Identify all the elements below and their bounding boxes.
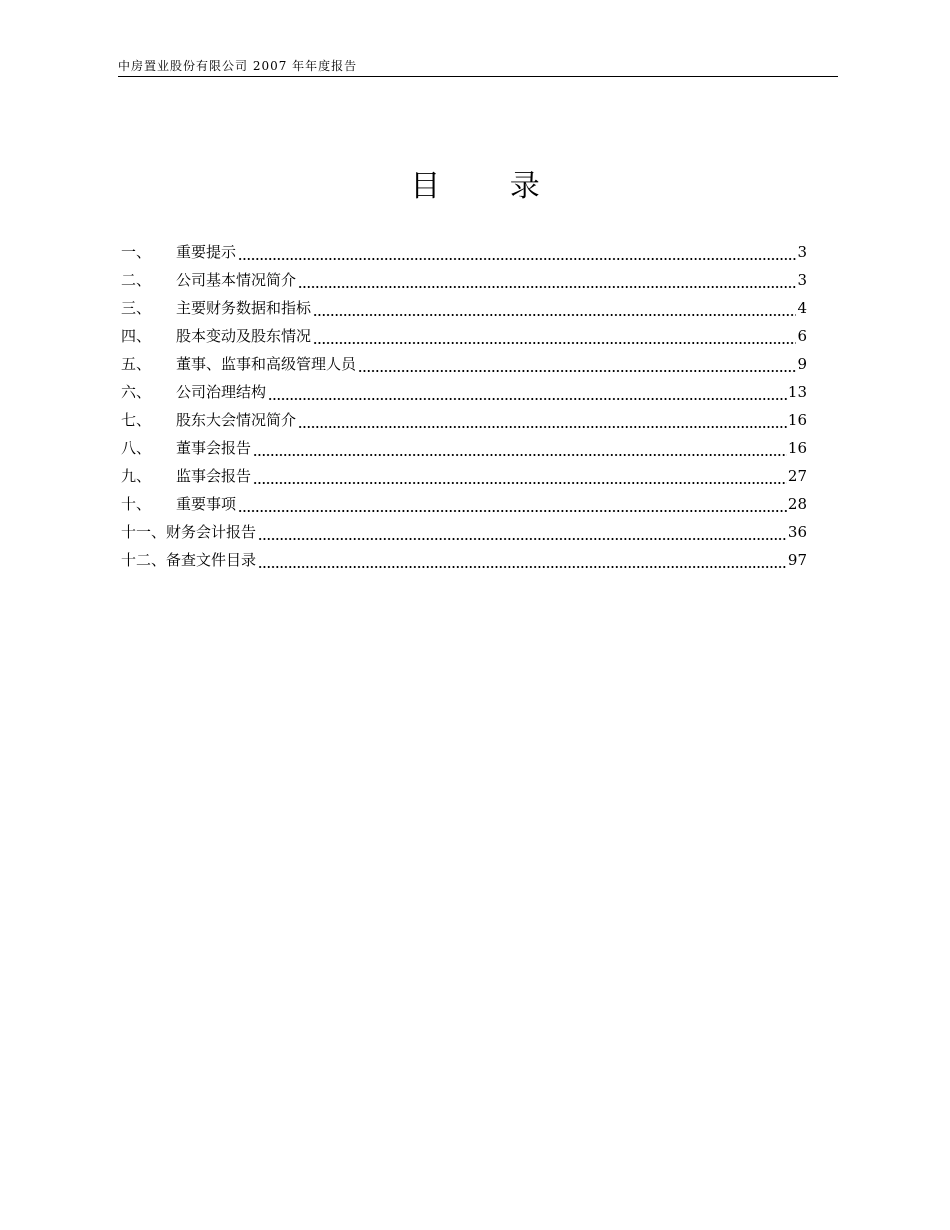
table-of-contents	[121, 238, 807, 574]
toc-dot-leader	[298, 286, 796, 288]
toc-entry-number: 四、	[121, 327, 152, 345]
toc-entry-page: 28	[787, 495, 807, 513]
toc-entry-label: 备查文件目录	[166, 551, 257, 569]
toc-entry-number: 八、	[121, 439, 152, 457]
toc-entry[interactable]	[121, 518, 807, 546]
toc-entry[interactable]	[121, 462, 807, 490]
toc-entry[interactable]	[121, 322, 807, 350]
toc-entry-number: 十一、	[121, 523, 167, 541]
toc-entry-page: 3	[797, 243, 807, 261]
toc-entry-label: 股东大会情况简介	[176, 411, 297, 429]
toc-dot-leader	[298, 426, 787, 428]
toc-entry[interactable]	[121, 378, 807, 406]
toc-entry[interactable]	[121, 238, 807, 266]
toc-dot-leader	[313, 342, 796, 344]
toc-dot-leader	[358, 370, 796, 372]
toc-entry-label: 董事、监事和高级管理人员	[176, 355, 357, 373]
toc-entry-label: 董事会报告	[176, 439, 252, 457]
toc-entry-page: 36	[787, 523, 807, 541]
toc-entry[interactable]	[121, 266, 807, 294]
toc-entry-number: 九、	[121, 467, 152, 485]
running-header-text: 中房置业股份有限公司 2007 年年度报告	[118, 59, 358, 73]
toc-entry-page: 4	[797, 299, 807, 317]
toc-entry[interactable]	[121, 546, 807, 574]
toc-entry-number: 六、	[121, 383, 152, 401]
toc-entry[interactable]	[121, 294, 807, 322]
toc-entry[interactable]	[121, 490, 807, 518]
toc-entry[interactable]	[121, 406, 807, 434]
toc-dot-leader	[238, 510, 787, 512]
toc-entry-number: 一、	[121, 243, 152, 261]
toc-entry-number: 十、	[121, 495, 152, 513]
toc-dot-leader	[258, 538, 787, 540]
toc-dot-leader	[238, 258, 796, 260]
toc-entry-page: 16	[787, 439, 807, 457]
toc-entry-page: 27	[787, 467, 807, 485]
toc-entry[interactable]	[121, 434, 807, 462]
toc-dot-leader	[253, 454, 787, 456]
toc-entry-page: 97	[787, 551, 807, 569]
toc-entry[interactable]	[121, 350, 807, 378]
toc-dot-leader	[313, 314, 796, 316]
toc-entry-page: 9	[797, 355, 807, 373]
toc-dot-leader	[253, 482, 787, 484]
toc-entry-number: 五、	[121, 355, 152, 373]
toc-entry-page: 3	[797, 271, 807, 289]
toc-dot-leader	[258, 566, 787, 568]
toc-entry-label: 重要提示	[176, 243, 237, 261]
toc-entry-label: 监事会报告	[176, 467, 252, 485]
page-header	[118, 58, 838, 77]
toc-entry-number: 三、	[121, 299, 152, 317]
toc-entry-number: 七、	[121, 411, 152, 429]
toc-entry-label: 主要财务数据和指标	[176, 299, 312, 317]
toc-entry-label: 股本变动及股东情况	[176, 327, 312, 345]
page-title: 目 录	[410, 169, 570, 204]
toc-entry-number: 二、	[121, 271, 152, 289]
toc-entry-label: 公司基本情况简介	[176, 271, 297, 289]
toc-entry-label: 公司治理结构	[176, 383, 267, 401]
toc-entry-page: 13	[787, 383, 807, 401]
toc-entry-number: 十二、	[121, 551, 167, 569]
toc-entry-label: 财务会计报告	[166, 523, 257, 541]
toc-entry-page: 16	[787, 411, 807, 429]
toc-dot-leader	[268, 398, 787, 400]
toc-entry-page: 6	[797, 327, 807, 345]
toc-entry-label: 重要事项	[176, 495, 237, 513]
